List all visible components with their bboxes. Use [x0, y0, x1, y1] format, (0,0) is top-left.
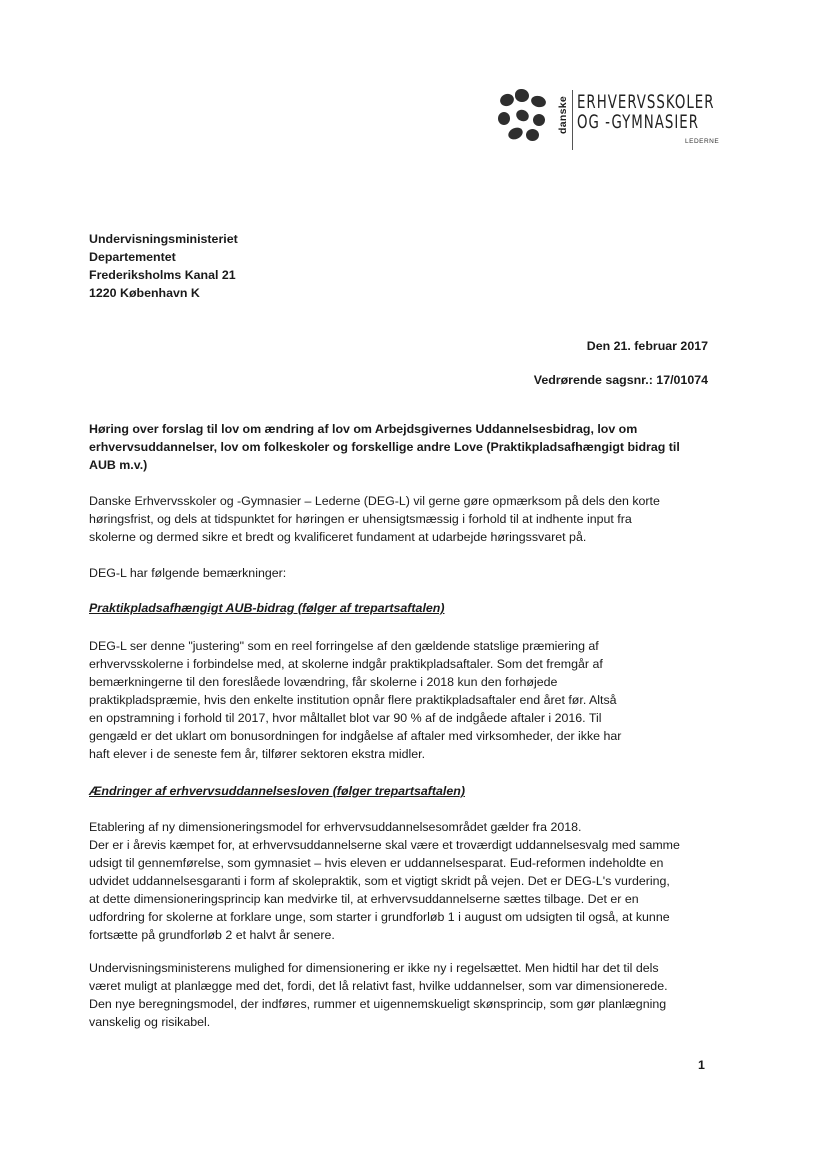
section-heading: Ændringer af erhvervsuddannelsesloven (følger trepartsaftalen): [89, 784, 465, 798]
letter-subject: [89, 420, 680, 474]
subject-line: Høring over forslag til lov om ændring af lov om Arbejdsgivernes Uddannelsesbidrag, lov om: [89, 422, 638, 436]
logo-divider: [572, 90, 573, 150]
remarks-intro: DEG-L har følgende bemærkninger:: [89, 566, 287, 580]
paragraph-line: Etablering af ny dimensioneringsmodel for erhvervsuddannelsesområdet gælder fra 2018.: [89, 820, 582, 834]
paragraph-line: erhvervsskolerne i forbindelse med, at skolerne indgår praktikpladsaftaler. Som det fremgår af: [89, 657, 603, 671]
letter-date: Den 21. februar 2017: [586, 339, 708, 353]
paragraph-line: skolerne og dermed sikre et bredt og kvalificeret fundament at udarbejde høringssvaret på.: [89, 530, 587, 544]
section-paragraph: [89, 637, 621, 763]
address-line: 1220 København K: [89, 286, 200, 300]
address-line: Undervisningsministeriet: [89, 232, 238, 246]
paragraph-line: udsigt til gennemførelse, som gymnasiet – hvis eleven er uddannelsesparat. Eud-reformen indeholdte en: [89, 856, 664, 870]
page-number: 1: [698, 1058, 705, 1072]
logo-shape-4: [498, 112, 510, 125]
logo-shape-2: [515, 89, 529, 102]
logo-line-1: ERHVERVSSKOLER: [577, 91, 715, 113]
logo-shape-1: [498, 92, 515, 108]
paragraph-line: DEG-L ser denne "justering" som en reel forringelse af den gældende statslige præmiering af: [89, 639, 599, 653]
section-paragraph: [89, 818, 680, 944]
paragraph-line: bemærkningerne til den foreslåede lovændring, får skolerne i 2018 kun den forhøjede: [89, 675, 558, 689]
paragraph-line: høringsfrist, og dels at tidspunktet for høringen er uhensigtsmæssig i forhold til at indhente input fra: [89, 512, 632, 526]
logo-danske: danske: [557, 96, 569, 134]
logo-shape-8: [526, 129, 539, 141]
paragraph-line: Undervisningsministerens mulighed for dimensionering er ikke ny i regelsættet. Men hidtil har det til dels: [89, 961, 659, 975]
logo-shape-3: [530, 94, 547, 109]
subject-line: erhvervsuddannelser, lov om folkeskoler og forskellige andre Love (Praktikpladsafhængigt bidrag til: [89, 440, 680, 454]
address-line: Frederiksholms Kanal 21: [89, 268, 236, 282]
paragraph-line: vanskelig og risikabel.: [89, 1015, 211, 1029]
paragraph-line: udvidet uddannelsesgaranti i form af skolepraktik, som et vigtigt skridt på vejen. Det er DEG-L's vurdering,: [89, 874, 670, 888]
paragraph-line: praktikpladspræmie, hvis den enkelte institution opnår flere praktikpladsaftaler end året før. Altså: [89, 693, 617, 707]
address-line: Departementet: [89, 250, 176, 264]
organization-logo: [498, 88, 728, 150]
paragraph-line: udfordring for skolerne at forklare unge, som starter i grundforløb 1 i august om udsigten til også, at kunne: [89, 910, 670, 924]
paragraph-line: fortsætte på grundforløb 2 et halvt år senere.: [89, 928, 335, 942]
logo-shape-7: [506, 125, 524, 141]
logo-line-2: OG -GYMNASIER: [577, 111, 700, 133]
subject-line: AUB m.v.): [89, 458, 148, 472]
intro-paragraph: [89, 492, 660, 546]
section-heading: Praktikpladsafhængigt AUB-bidrag (følger af trepartsaftalen): [89, 601, 445, 615]
logo-lederne: LEDERNE: [685, 138, 720, 145]
case-reference: Vedrørende sagsnr.: 17/01074: [533, 373, 708, 387]
paragraph-line: at dette dimensioneringsprincip kan medvirke til, at erhvervsuddannelserne sættes tilbage. Det er en: [89, 892, 639, 906]
section-paragraph: [89, 959, 668, 1031]
paragraph-line: været muligt at planlægge med det, fordi, det lå relativt fast, hvilke uddannelser, som var dimensionerede.: [89, 979, 668, 993]
logo-shape-6: [533, 114, 545, 126]
paragraph-line: en opstramning i forhold til 2017, hvor måltallet blot var 90 % af de indgåede aftaler i 2016. Til: [89, 711, 602, 725]
paragraph-line: Danske Erhvervsskoler og -Gymnasier – Lederne (DEG-L) vil gerne gøre opmærksom på dels den korte: [89, 494, 660, 508]
paragraph-line: gengæld er det uklart om bonusordningen for indgåelse af aftaler med virksomheder, der ikke har: [89, 729, 622, 743]
paragraph-line: haft elever i de seneste fem år, tilfører sektoren ekstra midler.: [89, 747, 426, 761]
paragraph-line: Den nye beregningsmodel, der indføres, rummer et uigennemskueligt skønsprincip, som gør planlægning: [89, 997, 667, 1011]
logo-shape-5: [514, 107, 531, 123]
recipient-address: [89, 230, 238, 302]
paragraph-line: Der er i årevis kæmpet for, at erhvervsuddannelserne skal være et troværdigt uddannelsesvalg med samme: [89, 838, 680, 852]
